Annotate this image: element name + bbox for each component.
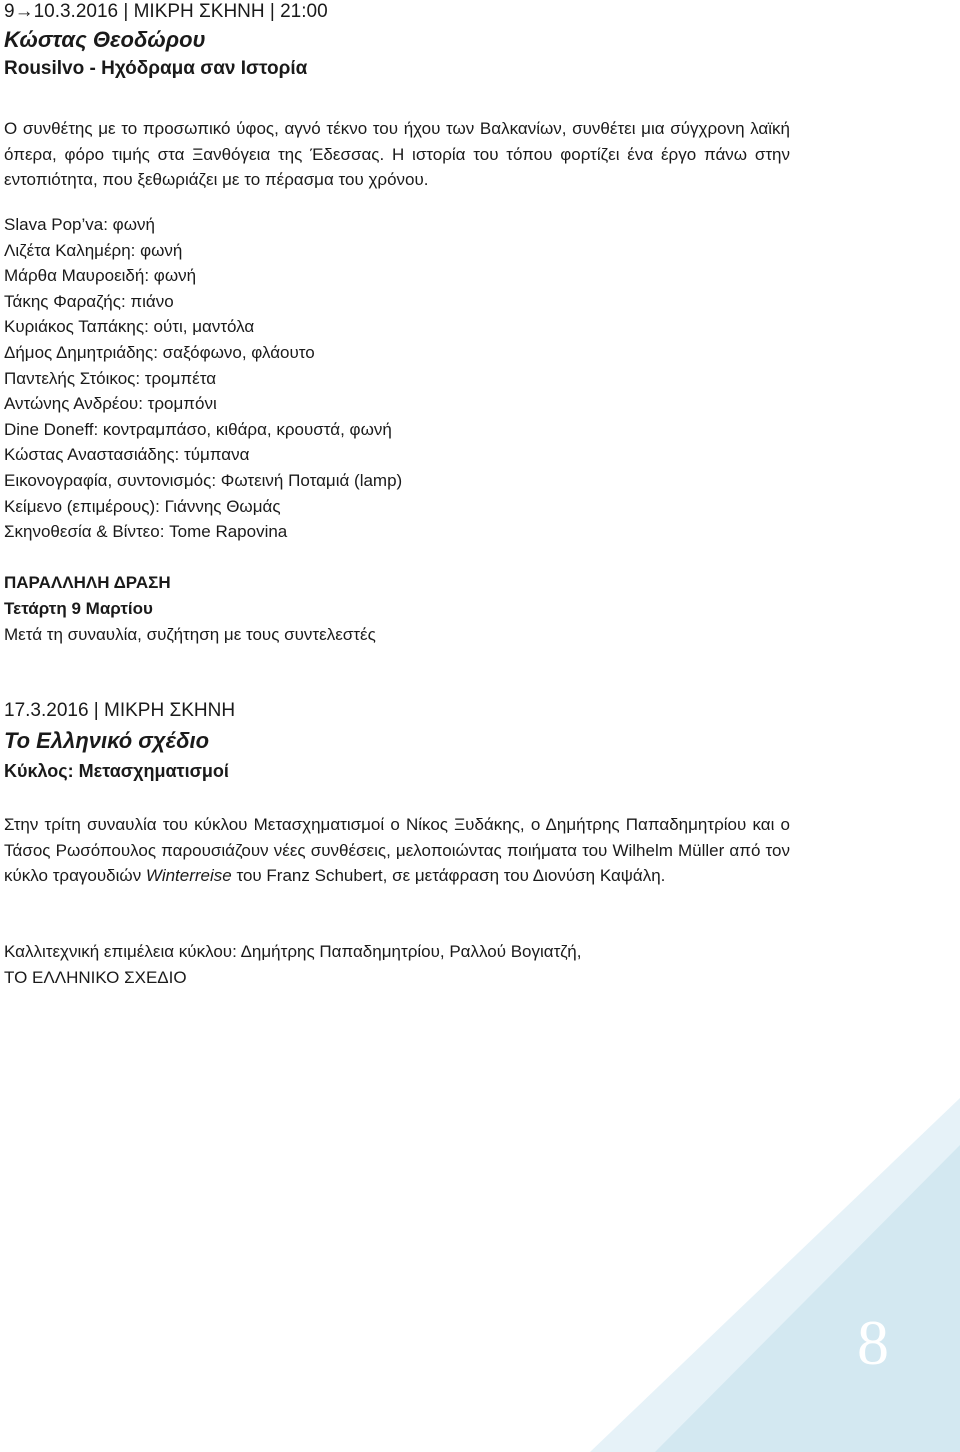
- credit-line: Κυριάκος Ταπάκης: ούτι, μαντόλα: [4, 317, 255, 337]
- credit-line: Κώστας Αναστασιάδης: τύμπανα: [4, 445, 250, 465]
- event-2-date: 17.3.2016 | ΜΙΚΡΗ ΣΚΗΝΗ: [4, 700, 236, 721]
- credit-line: Λιζέτα Καλημέρη: φωνή: [4, 240, 183, 260]
- event-1-date: 9→10.3.2016 | ΜΙΚΡΗ ΣΚΗΝΗ | 21:00: [4, 1, 328, 22]
- event-2-description-italic: Winterreise: [145, 866, 232, 885]
- event-2-description-start: Στην τρίτη συναυλία του κύκλου Μετασχηματισμοί ο Νίκος Ξυδάκης, ο Δημήτρης Παπαδημητρίου και ο Τάσος Ρωσόπουλος παρουσιάζουν νέες συνθέσεις, μελοποιώντας ποιήματα του Wilhelm Müller από τον κύκλο τραγουδιών: [4, 815, 790, 885]
- event-1-credits: [4, 212, 790, 545]
- event-2: [4, 697, 790, 785]
- event-2-title: Το Ελληνικό σχέδιο: [4, 728, 210, 753]
- credit-line: Κείμενο (επιμέρους): Γιάννης Θωμάς: [4, 496, 281, 516]
- credit-line: Slava Pop’va: φωνή: [4, 215, 155, 234]
- event-1-title: Κώστας Θεοδώρου: [4, 27, 206, 52]
- parallel-event-text: Μετά τη συναυλία, συζήτηση με τους συντελεστές: [4, 625, 376, 644]
- credit-line: Αντώνης Ανδρέου: τρομπόνι: [4, 394, 217, 414]
- event-2-description: [4, 812, 790, 889]
- event-1: [4, 0, 790, 193]
- parallel-event: [4, 570, 790, 648]
- credit-line: Dine Doneff: κοντραμπάσο, κιθάρα, κρουστά, φωνή: [4, 419, 392, 439]
- parallel-event-day: Τετάρτη 9 Μαρτίου: [4, 599, 153, 618]
- event-1-subtitle: Rousilvo - Ηχόδραμα σαν Ιστορία: [4, 58, 308, 79]
- parallel-event-heading: ΠΑΡΑΛΛΗΛΗ ΔΡΑΣΗ: [4, 573, 171, 592]
- event-2-description-end: του Franz Schubert, σε μετάφραση του Διονύση Καψάλη.: [231, 866, 666, 885]
- credit-line: Παντελής Στόικος: τρομπέτα: [4, 368, 217, 388]
- page-number: 8: [857, 1307, 889, 1378]
- artistic-direction-line: Καλλιτεχνική επιμέλεια κύκλου: Δημήτρης Παπαδημητρίου, Ραλλού Βογιατζή,: [4, 942, 582, 961]
- credit-line: Σκηνοθεσία & Βίντεο: Tome Rapovina: [4, 522, 288, 542]
- event-2-subtitle: Κύκλος: Μετασχηματισμοί: [4, 761, 229, 781]
- credit-line: Τάκης Φαραζής: πιάνο: [4, 291, 174, 311]
- event-2-artistic-direction: [4, 939, 790, 990]
- credit-line: Δήμος Δημητριάδης: σαξόφωνο, φλάουτο: [4, 342, 315, 362]
- organizer-line: ΤΟ ΕΛΛΗΝΙΚΟ ΣΧΕΔΙΟ: [4, 967, 187, 987]
- event-1-description: Ο συνθέτης με το προσωπικό ύφος, αγνό τέκνο του ήχου των Βαλκανίων, συνθέτει μια σύγχρονη λαϊκή όπερα, φόρο τιμής στα Ξανθόγεια της Έδεσσας. Η ιστορία του τόπου φορτίζει ένα έργο πάνω στην εντοπιότητα, που ξεθωριάζει με το πέρασμα του χρόνου.: [4, 119, 790, 189]
- credit-line: Εικονογραφία, συντονισμός: Φωτεινή Ποταμιά (lamp): [4, 470, 403, 490]
- credit-line: Μάρθα Μαυροειδή: φωνή: [4, 266, 197, 286]
